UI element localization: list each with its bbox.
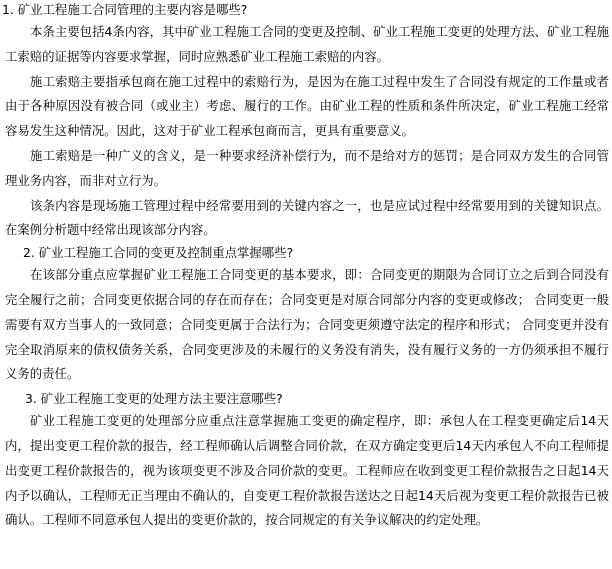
section-1-paragraph-4: 该条内容是现场施工管理过程中经常要用到的关键内容之一，也是应试过程中经常要用到的关键知识点。在案例分析题中经常出现该部分内容。 xyxy=(5,197,609,238)
section-1-heading: 1. 矿业工程施工合同管理的主要内容是哪些? xyxy=(2,2,248,17)
section-2-heading: 2. 矿业工程施工合同的变更及控制重点掌握哪些? xyxy=(23,245,294,261)
section-2-paragraph-1: 在该部分重点应掌握矿业工程施工合同变更的基本要求，即：合同变更的期限为合同订立之后到合同没有完全履行之前；合同变更依据合同的存在而存在；合同变更是对原合同部分内容的变更或修改； 合同变更一般需要有双方当事人的一致同意；合同变更属于合法行为；合同变更须遵守法定的程序和形式； 合同变更并没有完全取消原来的债权债务关系，合同变更涉及的未履行的义务没有消失，没有履行义务的一方仍须承担不履行义务的责任。 xyxy=(5,267,609,382)
section-1-paragraph-1: 本条主要包括4条内容，其中矿业工程施工合同的变更及控制、矿业工程施工变更的处理方法、矿业工程施工索赔的证据等内容要求掌握，同时应熟悉矿业工程施工索赔的内容。 xyxy=(5,24,609,64)
section-3-paragraph-1: 矿业工程施工变更的处理部分应重点注意掌握施工变更的确定程序，即：承包人在工程变更确定后14天内，提出变更工程价款的报告，经工程师确认后调整合同价款，在双方确定变更后14天内承包人不向工程师提出变更工程价款报告的，视为该项变更不涉及合同价款的变更。工程师应在收到变更工程价款报告之日起14天内予以确认，工程师无正当理由不确认的，自变更工程价款报告送达之日起14天后视为变更工程价款报告已被确认。工程师不同意承包人提出的变更价款的，按合同规定的有关争议解决的约定处理。 xyxy=(5,413,609,528)
section-3-heading: 3. 矿业工程施工变更的处理方法主要注意哪些? xyxy=(25,391,283,407)
section-1-paragraph-2: 施工索赔主要指承包商在施工过程中的索赔行为，是因为在施工过程中发生了合同没有规定的工作量或者由于各种原因没有被合同（或业主）考虑、履行的工作。由矿业工程的性质和条件所决定，矿业工程施工经常容易发生这种情况。因此，这对于矿业工程承包商而言，更具有重要意义。 xyxy=(5,73,609,139)
section-1-paragraph-3: 施工索赔是一种广义的含义，是一种要求经济补偿行为，而不是给对方的惩罚；是合同双方发生的合同管理业务内容，而非对立行为。 xyxy=(5,147,609,188)
